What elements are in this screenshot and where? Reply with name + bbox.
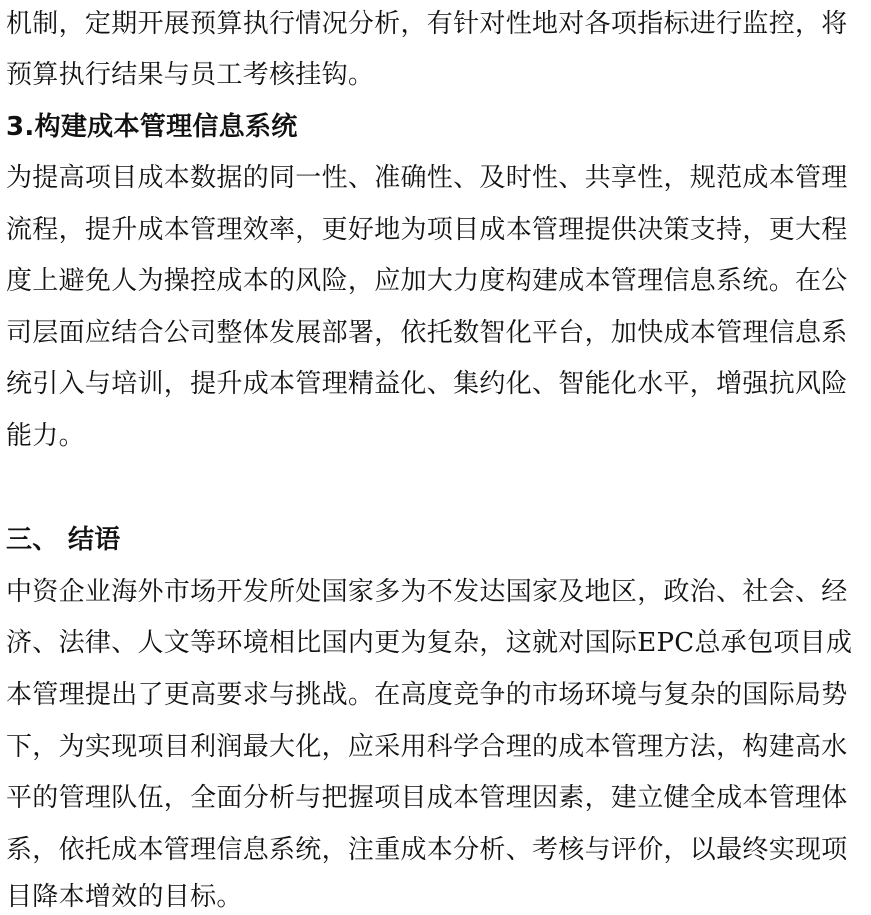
section-heading: 三、 结语 <box>6 525 121 555</box>
paragraph-line: 为提高项目成本数据的同一性、准确性、及时性、共享性，规范成本管理 <box>6 163 848 193</box>
paragraph-line: 司层面应结合公司整体发展部署，依托数智化平台，加快成本管理信息系 <box>6 318 848 348</box>
paragraph-line: 能力。 <box>6 421 85 451</box>
paragraph-line: 本管理提出了更高要求与挑战。在高度竞争的市场环境与复杂的国际局势 <box>6 680 848 710</box>
subsection-heading: 3.构建成本管理信息系统 <box>6 112 298 142</box>
paragraph-line: 统引入与培训，提升成本管理精益化、集约化、智能化水平，增强抗风险 <box>6 369 848 399</box>
paragraph-line: 机制，定期开展预算执行情况分析，有针对性地对各项指标进行监控，将 <box>6 9 848 39</box>
paragraph-line: 目降本增效的目标。 <box>6 882 243 912</box>
paragraph-line: 平的管理队伍，全面分析与把握项目成本管理因素，建立健全成本管理体 <box>6 783 848 813</box>
paragraph-line: 度上避免人为操控成本的风险，应加大力度构建成本管理信息系统。在公 <box>6 266 848 296</box>
paragraph-line: 预算执行结果与员工考核挂钩。 <box>6 60 375 90</box>
paragraph-line: 下，为实现项目利润最大化，应采用科学合理的成本管理方法，构建高水 <box>6 732 848 762</box>
paragraph-line: 中资企业海外市场开发所处国家多为不发达国家及地区，政治、社会、经 <box>6 577 848 607</box>
paragraph-line: 流程，提升成本管理效率，更好地为项目成本管理提供决策支持，更大程 <box>6 215 848 245</box>
paragraph-line: 济、法律、人文等环境相比国内更为复杂，这就对国际EPC总承包项目成 <box>6 628 853 658</box>
paragraph-line: 系，依托成本管理信息系统，注重成本分析、考核与评价，以最终实现项 <box>6 835 848 865</box>
